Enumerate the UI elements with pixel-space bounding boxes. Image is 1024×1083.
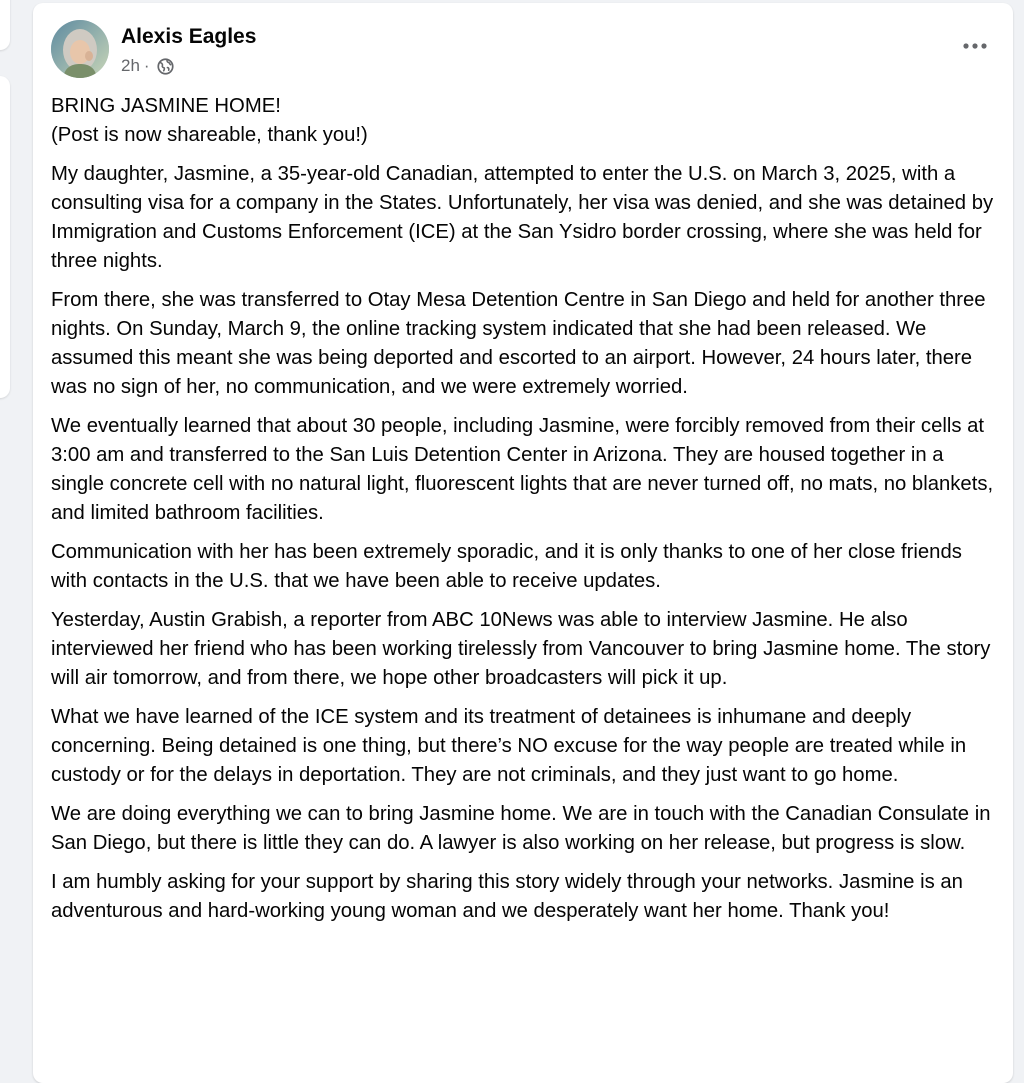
post-body xyxy=(51,92,996,936)
author-name[interactable]: Alexis Eagles xyxy=(121,25,257,48)
side-card-middle xyxy=(0,76,10,398)
post-headline: BRING JASMINE HOME! xyxy=(51,95,281,117)
post-paragraph: What we have learned of the ICE system and its treatment of detainees is inhumane and deeply concerning. Being detained is one thing, but there’s NO excuse for the way people are treated while in custody or for the delays in deportation. They are not criminals, and they just want to go home. xyxy=(51,706,967,786)
post-paragraph: We eventually learned that about 30 people, including Jasmine, were forcibly removed from their cells at 3:00 am and transferred to the San Luis Detention Center in Arizona. They are housed together in a single concrete cell with no natural light, fluorescent lights that are never turned off, no mats, no blankets, and limited bathroom facilities. xyxy=(51,415,994,524)
feed-post xyxy=(33,3,1013,1083)
avatar-image xyxy=(51,20,109,78)
post-paragraph: I am humbly asking for your support by sharing this story widely through your networks. Jasmine is an adventurous and hard-working young woman and we desperately want her home. Thank you! xyxy=(51,871,963,922)
avatar[interactable] xyxy=(51,20,109,78)
meta-separator: · xyxy=(143,56,150,75)
post-subheadline: (Post is now shareable, thank you!) xyxy=(51,124,368,146)
post-headline-block xyxy=(51,92,996,150)
post-header xyxy=(51,20,995,82)
post-paragraph: Yesterday, Austin Grabish, a reporter from ABC 10News was able to interview Jasmine. He also interviewed her friend who has been working tirelessly from Vancouver to bring Jasmine home. The story will air tomorrow, and from there, we hope other broadcasters will pick it up. xyxy=(51,609,991,689)
post-meta xyxy=(121,56,174,76)
globe-icon[interactable] xyxy=(157,58,174,75)
post-paragraph: Communication with her has been extremely sporadic, and it is only thanks to one of her close friends with contacts in the U.S. that we have been able to receive updates. xyxy=(51,541,962,592)
post-paragraph: My daughter, Jasmine, a 35-year-old Canadian, attempted to enter the U.S. on March 3, 2025, with a consulting visa for a company in the States. Unfortunately, her visa was denied, and she was detained by Immigration and Customs Enforcement (ICE) at the San Ysidro border crossing, where she was held for three nights. xyxy=(51,163,994,272)
post-paragraph: We are doing everything we can to bring Jasmine home. We are in touch with the Canadian Consulate in San Diego, but there is little they can do. A lawyer is also working on her release, but progress is slow. xyxy=(51,803,991,854)
post-paragraph: From there, she was transferred to Otay Mesa Detention Centre in San Diego and held for another three nights. On Sunday, March 9, the online tracking system indicated that she had been released. We assumed this meant she was being deported and escorted to an airport. However, 24 hours later, there was no sign of her, no communication, and we were extremely worried. xyxy=(51,289,986,398)
post-timestamp[interactable]: 2h xyxy=(121,56,140,75)
more-horizontal-icon xyxy=(962,42,988,50)
more-options-button[interactable] xyxy=(955,32,995,60)
side-card-top xyxy=(0,0,10,50)
